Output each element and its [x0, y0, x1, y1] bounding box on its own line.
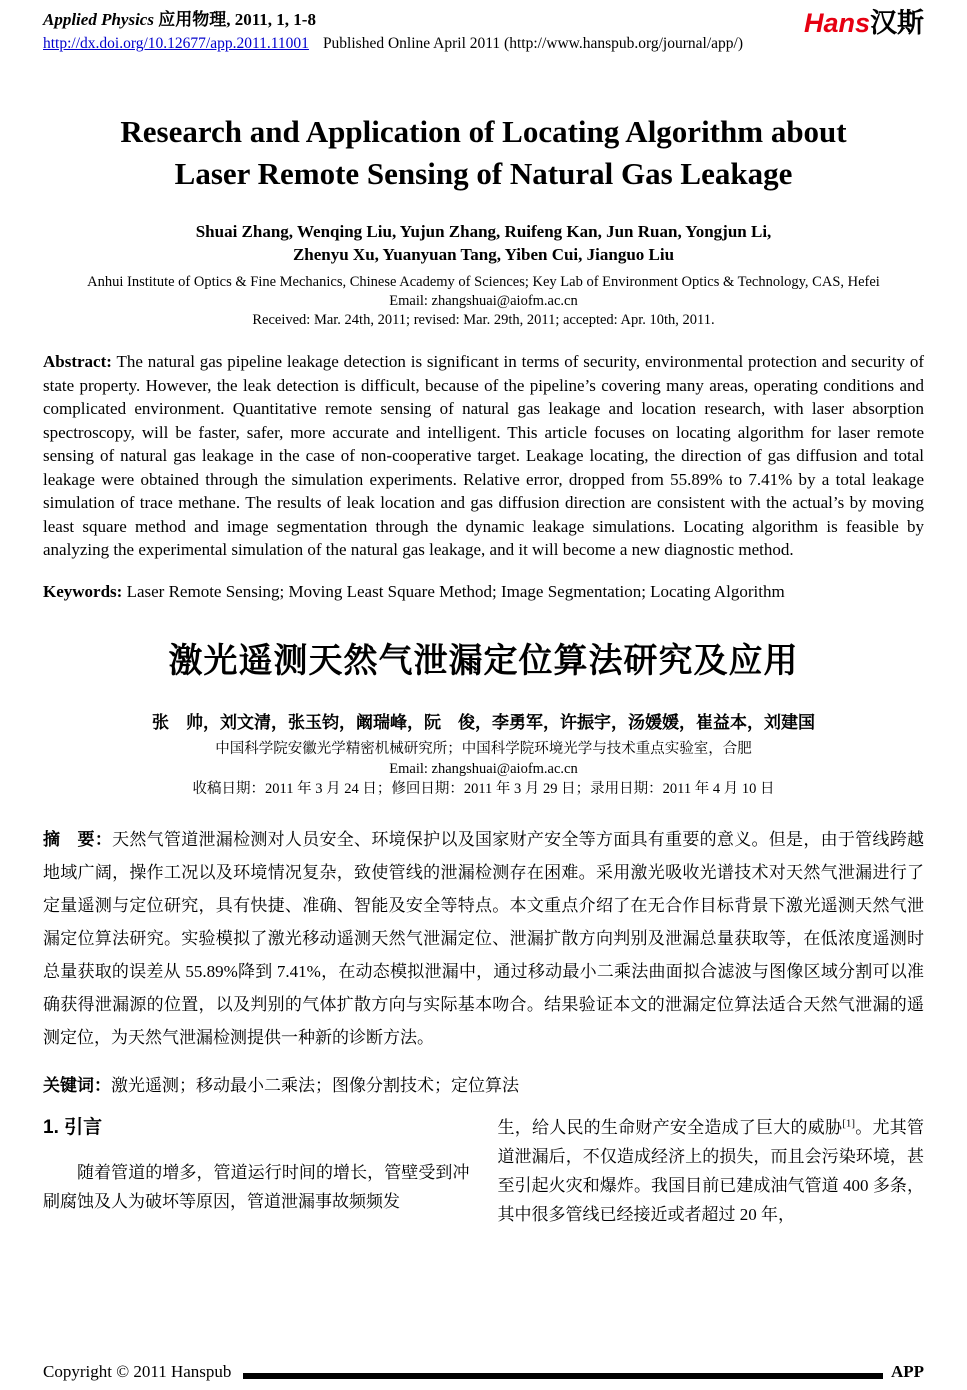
right-paragraph-pre: 生，给人民的生命财产安全造成了巨大的威胁: [497, 1117, 843, 1137]
keywords-text: Laser Remote Sensing; Moving Least Square Method; Image Segmentation; Locating Algorithm: [122, 581, 785, 601]
abstract-text: The natural gas pipeline leakage detection is significant in terms of security, environmental protection and security of state property. However, the leak detection is difficult, because of the pipeline’s covering many areas, operating conditions and complicated environment. Quantitative remote sensing of natural gas leakage and location research, with laser absorption spectroscopy, will be faster, safer, more accurate and intelligent. This article focuses on locating algorithm for laser remote sensing of natural gas leakage in the case of non-cooperative target. Leakage locating, the direction of gas diffusion and total leakage were obtained through the simulation experiments. Relative error, dropped from 55.89% to 7.41% by a total leakage simulation of trace methane. The results of leak location and gas diffusion direction are consistent with the actual’s by moving least square method and image segmentation through the dynamic leakage simulations. Locating algorithm is feasible by analyzing the experimental simulation of the natural gas leakage, and it will become a new diagnostic method.: [43, 352, 924, 560]
two-column-body: [43, 1113, 924, 1229]
paper-title-line1: Research and Application of Locating Algorithm about: [120, 114, 847, 150]
email-text: Email: zhangshuai@aiofm.ac.cn: [389, 292, 578, 309]
page-header: [43, 8, 924, 55]
left-column: [43, 1113, 470, 1229]
chinese-author-list: 张 帅，刘文清，张玉钧，阚瑞峰，阮 俊，李勇军，许振宇，汤媛媛，崔益本，刘建国: [152, 712, 815, 732]
copyright-text: Copyright © 2011 Hanspub: [43, 1362, 232, 1381]
journal-abbreviation: APP: [890, 1362, 924, 1381]
right-column: [498, 1113, 925, 1229]
keywords-label: Keywords:: [43, 581, 123, 601]
right-paragraph-post: 。尤其管道泄漏后，不仅造成经济上的损失，而且会污染环境，甚至引起火灾和爆炸。我国目前已建成油气管道 400 多条，其中很多管线已经接近或者超过 20 年，: [497, 1117, 925, 1224]
paper-title: [43, 111, 924, 195]
chinese-affiliation-text: 中国科学院安徽光学精密机械研究所；中国科学院环境光学与技术重点实验室，合肥: [215, 740, 752, 757]
hanspub-logo: [804, 10, 924, 37]
published-online-text: Published Online April 2011 (http://www.hanspub.org/journal/app/): [322, 34, 743, 52]
journal-citation: [43, 8, 743, 33]
abstract-label: Abstract:: [43, 352, 112, 372]
keywords-line: [43, 580, 924, 603]
footer-rule: [243, 1373, 883, 1379]
author-list-line1: Shuai Zhang, Wenqing Liu, Yujun Zhang, Ruifeng Kan, Jun Ruan, Yongjun Li,: [195, 221, 772, 241]
chinese-title: 激光遥测天然气泄漏定位算法研究及应用: [168, 641, 799, 680]
section-1-left-paragraph: 随着管道的增多，管道运行时间的增长，管壁受到冲刷腐蚀及人为破坏等原因，管道泄漏事故频频发: [43, 1162, 470, 1211]
received-dates-text: Received: Mar. 24th, 2011; revised: Mar. 29th, 2011; accepted: Apr. 10th, 2011.: [252, 311, 715, 328]
doi-link[interactable]: http://dx.doi.org/10.12677/app.2011.11001: [43, 34, 309, 52]
author-list-line2: Zhenyu Xu, Yuanyuan Tang, Yiben Cui, Jianguo Liu: [292, 244, 675, 264]
paper-title-line2: Laser Remote Sensing of Natural Gas Leakage: [174, 155, 793, 191]
section-1-right-paragraph: [498, 1113, 925, 1229]
header-left: [43, 8, 743, 55]
author-list: [43, 221, 924, 267]
chinese-abstract-label: 摘 要：: [43, 829, 113, 849]
abstract-paragraph: [43, 350, 924, 562]
journal-name: Applied Physics: [43, 10, 154, 29]
journal-issue-info: 应用物理, 2011, 1, 1-8: [153, 10, 316, 29]
doi-line: [43, 33, 743, 55]
affiliation-block: [43, 273, 924, 330]
page-footer: [43, 1362, 924, 1382]
reference-1-superscript: [1]: [842, 1116, 856, 1129]
chinese-email-text: Email: zhangshuai@aiofm.ac.cn: [389, 760, 578, 777]
hanspub-logo-hans: Hans: [803, 8, 870, 38]
hanspub-logo-cn: 汉斯: [870, 8, 924, 38]
affiliation-text: Anhui Institute of Optics & Fine Mechanics, Chinese Academy of Sciences; Key Lab of Environment Optics & Technology, CAS, Hefei: [87, 273, 880, 290]
chinese-dates-text: 收稿日期：2011 年 3 月 24 日；修回日期：2011 年 3 月 29 日；录用日期：2011 年 4 月 10 日: [192, 780, 775, 797]
chinese-keywords-label: 关键词：: [43, 1075, 111, 1095]
chinese-keywords-text: 激光遥测；移动最小二乘法；图像分割技术；定位算法: [111, 1075, 519, 1095]
chinese-abstract-text: 天然气管道泄漏检测对人员安全、环境保护以及国家财产安全等方面具有重要的意义。但是，由于管线跨越地域广阔，操作工况以及环境情况复杂，致使管线的泄漏检测存在困难。采用激光吸收光谱技术对天然气泄漏进行了定量遥测与定位研究，具有快捷、准确、智能及安全等特点。本文重点介绍了在无合作目标背景下激光遥测天然气泄漏定位算法研究。实验模拟了激光移动遥测天然气泄漏定位、泄漏扩散方向判别及泄漏总量获取等，在低浓度遥测时总量获取的误差从 55.89%降到 7.41%，在动态模拟泄漏中，通过移动最小二乘法曲面拟合滤波与图像区域分割可以准确获得泄漏源的位置，以及判别的气体扩散方向与实际基本吻合。结果验证本文的泄漏定位算法适合天然气泄漏的遥测定位，为天然气泄漏检测提供一种新的诊断方法。: [43, 829, 925, 1047]
chinese-abstract-paragraph: [43, 823, 924, 1054]
chinese-keywords-line: [43, 1074, 924, 1097]
chinese-affiliation-block: [43, 739, 924, 799]
section-1-heading: 1. 引言: [43, 1116, 103, 1138]
